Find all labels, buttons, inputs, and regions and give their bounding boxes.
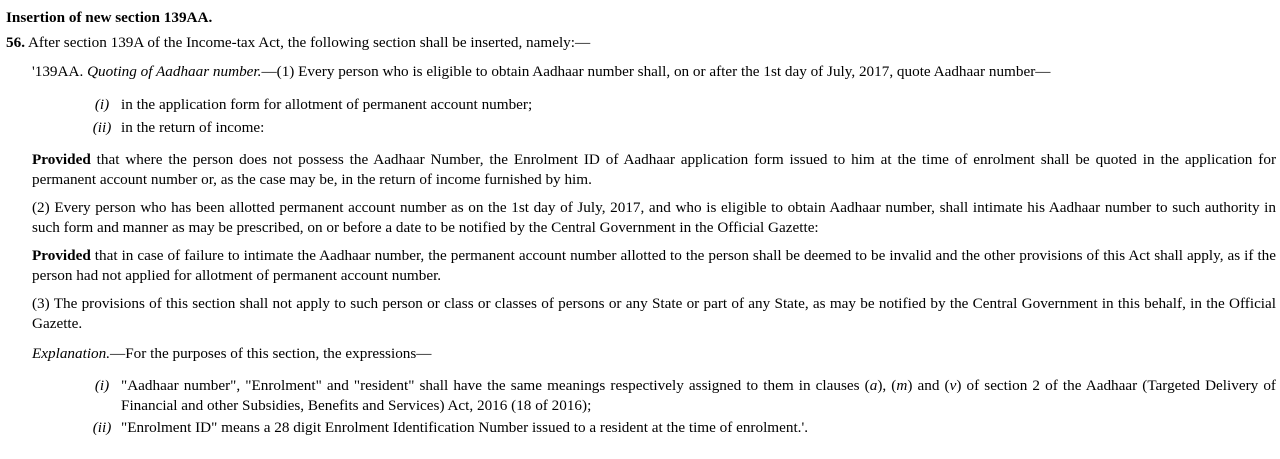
clause-56: [6, 33, 590, 53]
list-item-text: in the application form for allotment of permanent account number;: [121, 96, 533, 113]
clause-number: 56.: [6, 34, 25, 51]
section-lead: '139AA.: [32, 63, 88, 80]
list-item-text: "Enrolment ID" means a 28 digit Enrolment Identification Number issued to a resident at the time of enrolment.'.: [121, 419, 809, 436]
subsection-3: (3) The provisions of this section shall not apply to such person or class or classes of persons or any State or part of any State, as may be notified by the Central Government in this behalf, in the Official Gazette.: [32, 295, 1276, 332]
section-139aa-opening: [32, 62, 1050, 82]
marginal-heading: Insertion of new section 139AA.: [6, 9, 213, 26]
subsection-2: (2) Every person who has been allotted permanent account number as on the 1st day of July, 2017, and who is eligible to obtain Aadhaar number, shall intimate his Aadhaar number to such authority in such form and manner as may be prescribed, on or before a date to be notified by the Central Government in the Official Gazette:: [32, 199, 1276, 236]
proviso-2: [32, 246, 1276, 285]
list-item-number: (ii): [92, 419, 112, 436]
proviso-1: [32, 150, 1276, 189]
clause-text: After section 139A of the Income-tax Act, the following section shall be inserted, namely:—: [27, 34, 591, 51]
explanation-text: —For the purposes of this section, the expressions—: [110, 345, 432, 362]
list-item-number: (ii): [92, 119, 112, 136]
list-item-number: (i): [94, 377, 110, 394]
proviso-text: that in case of failure to intimate the Aadhaar number, the permanent account number allotted to the person shall be deemed to be invalid and the other provisions of this Act shall apply, as if the person had not applied for allotment of permanent account number.: [32, 247, 1276, 284]
list-item-number: (i): [94, 96, 110, 113]
proviso-label: Provided: [32, 247, 91, 264]
explanation-label: Explanation.: [32, 345, 111, 362]
proviso-text: that where the person does not possess the Aadhaar Number, the Enrolment ID of Aadhaar application form issued to him at the time of enrolment shall be quoted in the application for permanent account number or, as the case may be, in the return of income furnished by him.: [32, 151, 1276, 188]
proviso-label: Provided: [32, 151, 91, 168]
section-subsection-1: —(1) Every person who is eligible to obtain Aadhaar number shall, on or after the 1st day of July, 2017, quote Aadhaar number—: [261, 63, 1051, 80]
section-title: Quoting of Aadhaar number.: [87, 63, 262, 80]
list-item-text: "Aadhaar number", "Enrolment" and "resident" shall have the same meanings respectively assigned to them in clauses (a), (m) and (v) of section 2 of the Aadhaar (Targeted Delivery of Financial and other Subsidies, Benefits and Services) Act, 2016 (18 of 2016);: [121, 377, 1276, 414]
explanation: [32, 344, 431, 364]
list-item-text: in the return of income:: [121, 119, 265, 136]
